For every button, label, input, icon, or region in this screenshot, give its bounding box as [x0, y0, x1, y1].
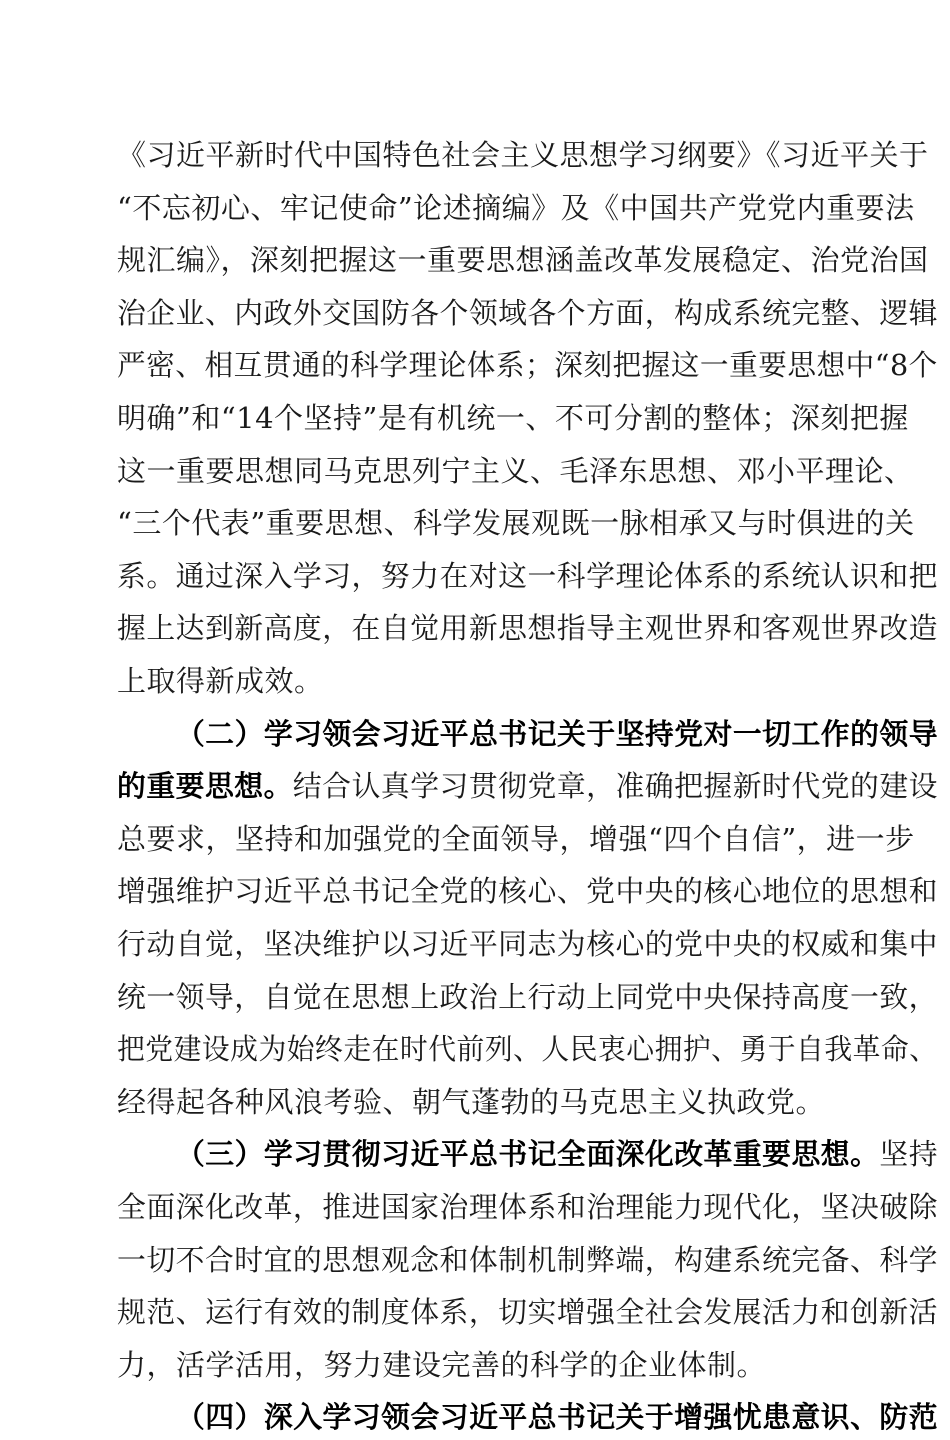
body-text: 增强维护习近平总书记全党的核心、党中央的核心地位的思想和 [117, 874, 938, 909]
body-text: 统一领导，自觉在思想上政治上行动上同党中央保持高度一致， [117, 979, 938, 1014]
body-text: 规汇编》，深刻把握这一重要思想涵盖改革发展稳定、治党治国 [117, 243, 929, 278]
paragraph-line [117, 868, 938, 914]
body-text: 一切不合时宜的思想观念和体制机制弊端，构建系统完备、科学 [117, 1242, 938, 1277]
body-text: 把党建设成为始终走在时代前列、人民衷心拥护、勇于自我革命、 [117, 1032, 938, 1067]
section-heading-line [176, 1131, 938, 1177]
paragraph-line [117, 816, 915, 862]
body-text: “三个代表”重要思想、科学发展观既一脉相承又与时俱进的关 [117, 506, 915, 541]
paragraph-line [117, 763, 938, 809]
paragraph-line [117, 132, 929, 178]
paragraph-line [117, 921, 938, 967]
body-text: 握上达到新高度，在自觉用新思想指导主观世界和客观世界改造 [117, 611, 938, 646]
paragraph-line [117, 553, 938, 599]
paragraph-line [117, 395, 909, 441]
bold-text: （三）学习贯彻习近平总书记全面深化改革重要思想。 [176, 1137, 880, 1172]
body-text: 严密、相互贯通的科学理论体系；深刻把握这一重要思想中“8个 [117, 348, 938, 383]
body-text: 上取得新成效。 [117, 664, 324, 698]
section-heading-line [176, 1394, 938, 1440]
paragraph-line [117, 237, 929, 283]
body-text: “不忘初心、牢记使命”论述摘编》及《中国共产党党内重要法 [117, 190, 915, 225]
bold-text: （四）深入学习领会习近平总书记关于增强忧患意识、防范 [176, 1400, 939, 1435]
paragraph-line [117, 185, 915, 231]
paragraph-line [117, 1342, 766, 1388]
paragraph-line [117, 1289, 938, 1335]
body-text: 行动自觉，坚决维护以习近平同志为核心的党中央的权威和集中 [117, 927, 938, 961]
paragraph-line [117, 1237, 938, 1283]
paragraph-line [117, 448, 914, 494]
paragraph-line [117, 342, 938, 388]
body-text: 治企业、内政外交国防各个领域各个方面，构成系统完整、逻辑 [117, 295, 938, 330]
paragraph-line [117, 1079, 825, 1125]
body-text: 结合认真学习贯彻党章，准确把握新时代党的建设 [292, 769, 938, 804]
bold-text: 的重要思想。 [117, 769, 293, 804]
paragraph-line [117, 1184, 938, 1230]
body-text: 明确”和“14个坚持”是有机统一、不可分割的整体；深刻把握 [117, 401, 909, 435]
body-text: 坚持 [879, 1137, 939, 1172]
paragraph-line [117, 290, 938, 336]
paragraph-line [117, 605, 938, 651]
paragraph-line [117, 658, 324, 704]
body-text: 这一重要思想同马克思列宁主义、毛泽东思想、邓小平理论、 [117, 453, 914, 488]
body-text: 《习近平新时代中国特色社会主义思想学习纲要》《习近平关于 [117, 138, 929, 172]
body-text: 经得起各种风浪考验、朝气蓬勃的马克思主义执政党。 [117, 1084, 826, 1119]
body-text: 力，活学活用，努力建设完善的科学的企业体制。 [117, 1347, 767, 1382]
body-text: 系。通过深入学习，努力在对这一科学理论体系的系统认识和把 [117, 558, 938, 593]
bold-text: （二）学习领会习近平总书记关于坚持党对一切工作的领导 [176, 716, 939, 751]
section-heading-line [176, 711, 938, 757]
body-text: 全面深化改革，推进国家治理体系和治理能力现代化，坚决破除 [117, 1190, 938, 1224]
body-text: 规范、运行有效的制度体系，切实增强全社会发展活力和创新活 [117, 1295, 938, 1330]
paragraph-line [117, 500, 915, 546]
paragraph-line [117, 1026, 938, 1072]
body-text: 总要求，坚持和加强党的全面领导，增强“四个自信”，进一步 [117, 821, 915, 856]
paragraph-line [117, 974, 938, 1020]
